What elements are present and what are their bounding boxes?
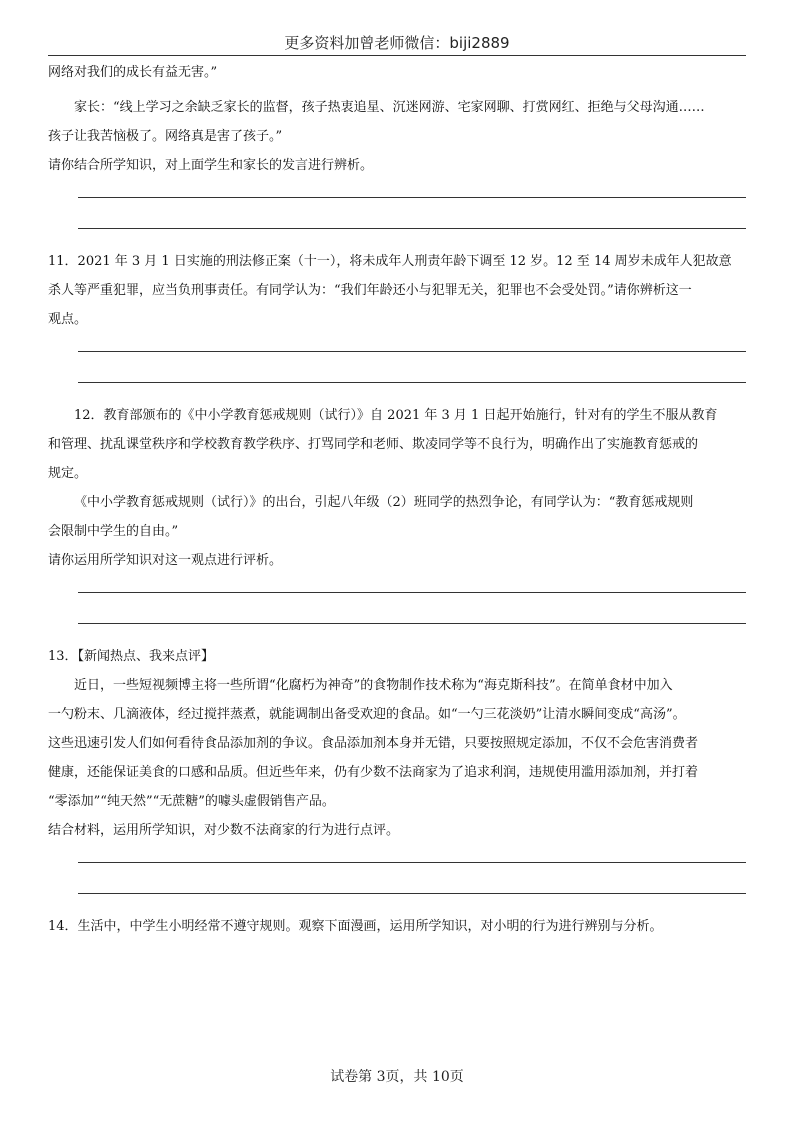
q13-para-line-3: 这些迅速引发人们如何看待食品添加剂的争议。食品添加剂本身并无错，只要按照规定添加，不仅不会危害消费者 xyxy=(48,736,699,751)
q11-line-2: 杀人等严重犯罪，应当负刑事责任。有同学认为：“我们年龄还小与犯罪无关，犯罪也不会受处罚。”请你辨析这一 xyxy=(48,283,692,298)
q11-line-1: 11．2021 年 3 月 1 日实施的刑法修正案（十一），将未成年人刑责年龄下调至 12 岁。12 至 14 周岁未成年人犯故意 xyxy=(48,254,732,269)
question-12 xyxy=(48,401,746,624)
page-header: 更多资料加曾老师微信：biji2889 xyxy=(284,34,510,52)
page-footer: 试卷第 3页，共 10页 xyxy=(330,1069,464,1085)
q10-question: 请你结合所学知识，对上面学生和家长的发言进行辨析。 xyxy=(48,158,374,173)
q10-parent-line-2: 孩子让我苦恼极了。网络真是害了孩子。” xyxy=(48,129,283,144)
question-13 xyxy=(48,642,746,894)
q13-title: 13．【新闻热点、我来点评】 xyxy=(48,649,215,664)
q13-para-line-4: 健康，还能保证美食的口感和品质。但近些年来，仍有少数不法商家为了追求利润，违规使用滥用添加剂，并打着 xyxy=(48,765,699,780)
answer-line[interactable] xyxy=(78,197,746,198)
answer-line[interactable] xyxy=(78,592,746,593)
question-11 xyxy=(48,247,746,383)
q10-continued-line: 网络对我们的成长有益无害。” xyxy=(48,65,218,80)
question-10 xyxy=(48,58,746,229)
header-divider xyxy=(48,55,746,56)
q10-parent-line-1: 家长：“线上学习之余缺乏家长的监督，孩子热衷追星、沉迷网游、宅家网聊、打赏网红、拒绝与父母沟通…… xyxy=(74,100,705,115)
question-14 xyxy=(48,912,746,941)
q13-para-line-2: 一勺粉末、几滴液体，经过搅拌蒸煮，就能调制出备受欢迎的食品。如“一勺三花淡奶”让清水瞬间变成“高汤”。 xyxy=(48,707,686,722)
answer-line[interactable] xyxy=(78,862,746,863)
q12-line-4: 《中小学教育惩戒规则（试行）》的出台，引起八年级（2）班同学的热烈争论，有同学认为：“教育惩戒规则 xyxy=(74,495,694,510)
exam-content xyxy=(48,58,746,941)
q12-line-2: 和管理、扰乱课堂秩序和学校教育教学秩序、打骂同学和老师、欺凌同学等不良行为，明确作出了实施教育惩戒的 xyxy=(48,437,699,452)
q11-line-3: 观点。 xyxy=(48,312,88,327)
q14-line-1: 14．生活中，中学生小明经常不遵守规则。观察下面漫画，运用所学知识，对小明的行为进行辨别与分析。 xyxy=(48,919,663,934)
answer-line[interactable] xyxy=(78,351,746,352)
q12-line-5: 会限制中学生的自由。” xyxy=(48,524,179,539)
q13-para-line-5: “零添加”“纯天然”“无蔗糖”的噱头虚假销售产品。 xyxy=(48,794,335,809)
q12-line-1: 12．教育部颁布的《中小学教育惩戒规则（试行）》自 2021 年 3 月 1 日起开始施行，针对有的学生不服从教育 xyxy=(74,408,718,423)
q12-question: 请你运用所学知识对这一观点进行评析。 xyxy=(48,553,283,568)
q13-question: 结合材料，运用所学知识，对少数不法商家的行为进行点评。 xyxy=(48,823,400,838)
q13-para-line-1: 近日，一些短视频博主将一些所谓“化腐朽为神奇”的食物制作技术称为“海克斯科技”。在简单食材中加入 xyxy=(74,678,673,693)
q12-line-3: 规定。 xyxy=(48,466,88,481)
